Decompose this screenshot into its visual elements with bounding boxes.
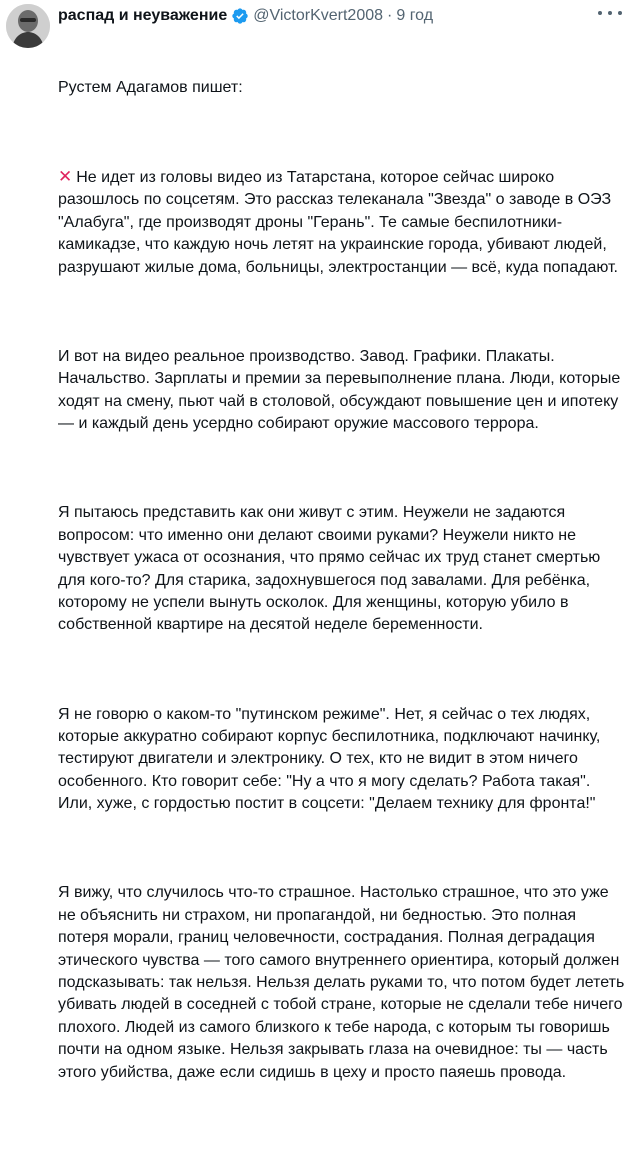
paragraph-4: Я не говорю о каком-то "путинском режиме". Нет, я сейчас о тех людях, которые аккуратно собирают корпус беспилотника, подключают начинку, тестируют двигатели и электронику. О тех, кто не видит в этом ничего особенного. Кто говорит себе: "Ну а что я могу сделать? Работа такая". Или, хуже, с гордостью постит в соцсети: "Делаем технику для фронта!" xyxy=(58,705,605,813)
paragraph-1 xyxy=(58,166,628,279)
paragraph-1-text: Не идет из головы видео из Татарстана, которое сейчас широко разошлось по соцсетям. Это рассказ телеканала "Звезда" о заводе в ОЭЗ "Алабуга", где производят дроны "Герань". Те самые беспилотники-камикадзе, что каждую ночь летят на украинские города, убивают людей, разрушают жилые дома, больницы, электростанции — всё, куда попадают. xyxy=(58,169,618,276)
paragraph-2: И вот на видео реальное производство. Завод. Графики. Плакаты. Начальство. Зарплаты и премии за перевыполнение плана. Люди, которые ходят на смену, пьют чай в столовой, обсуждают повышение цен и ипотеку — и каждый день усердно собирают оружие массового террора. xyxy=(58,347,625,433)
avatar-image xyxy=(6,4,50,48)
paragraph-5: Я вижу, что случилось что-то страшное. Настолько страшное, что это уже не объяснить ни страхом, ни пропагандой, ни бедностью. Это полная потеря морали, границ человечности, сострадания. Полная деградация этического чувства — того самого внутреннего ориентира, который должен подсказывать: так нельзя. Нельзя делать руками то, что потом будет лететь убивать людей в соседней с тобой стране, которые не сделали тебе ничего плохого. Людей из самого близкого к тебе народа, с которым ты говоришь почти на одном языке. Нельзя закрывать глаза на очевидное: ты — часть этого убийства, даже если сидишь в цеху и просто паяешь провода. xyxy=(58,884,629,1081)
display-name[interactable]: распад и неуважение xyxy=(58,7,228,24)
separator-dot: · xyxy=(387,7,393,24)
cross-mark-icon: ✕ xyxy=(58,167,73,187)
timestamp[interactable]: 9 год xyxy=(396,7,434,24)
verified-badge-icon xyxy=(231,7,249,25)
avatar[interactable] xyxy=(6,4,50,48)
paragraph-3: Я пытаюсь представить как они живут с этим. Неужели не задаются вопросом: что именно они делают своими руками? Неужели никто не чувствует ужаса от осознания, что прямо сейчас их труд станет смертью для кого-то? Для старика, задохнувшегося под завалами. Для ребёнка, которому не успели вынуть осколок. Для женщины, которую убило в собственной квартире на десятой неделе беременности. xyxy=(58,504,605,634)
more-options-icon[interactable] xyxy=(598,4,622,22)
intro-line: Рустем Адагамов пишет: xyxy=(58,78,243,96)
tweet-header xyxy=(58,4,624,28)
tweet-text xyxy=(58,32,628,1151)
user-handle[interactable]: @VictorKvert2008 xyxy=(253,7,384,24)
